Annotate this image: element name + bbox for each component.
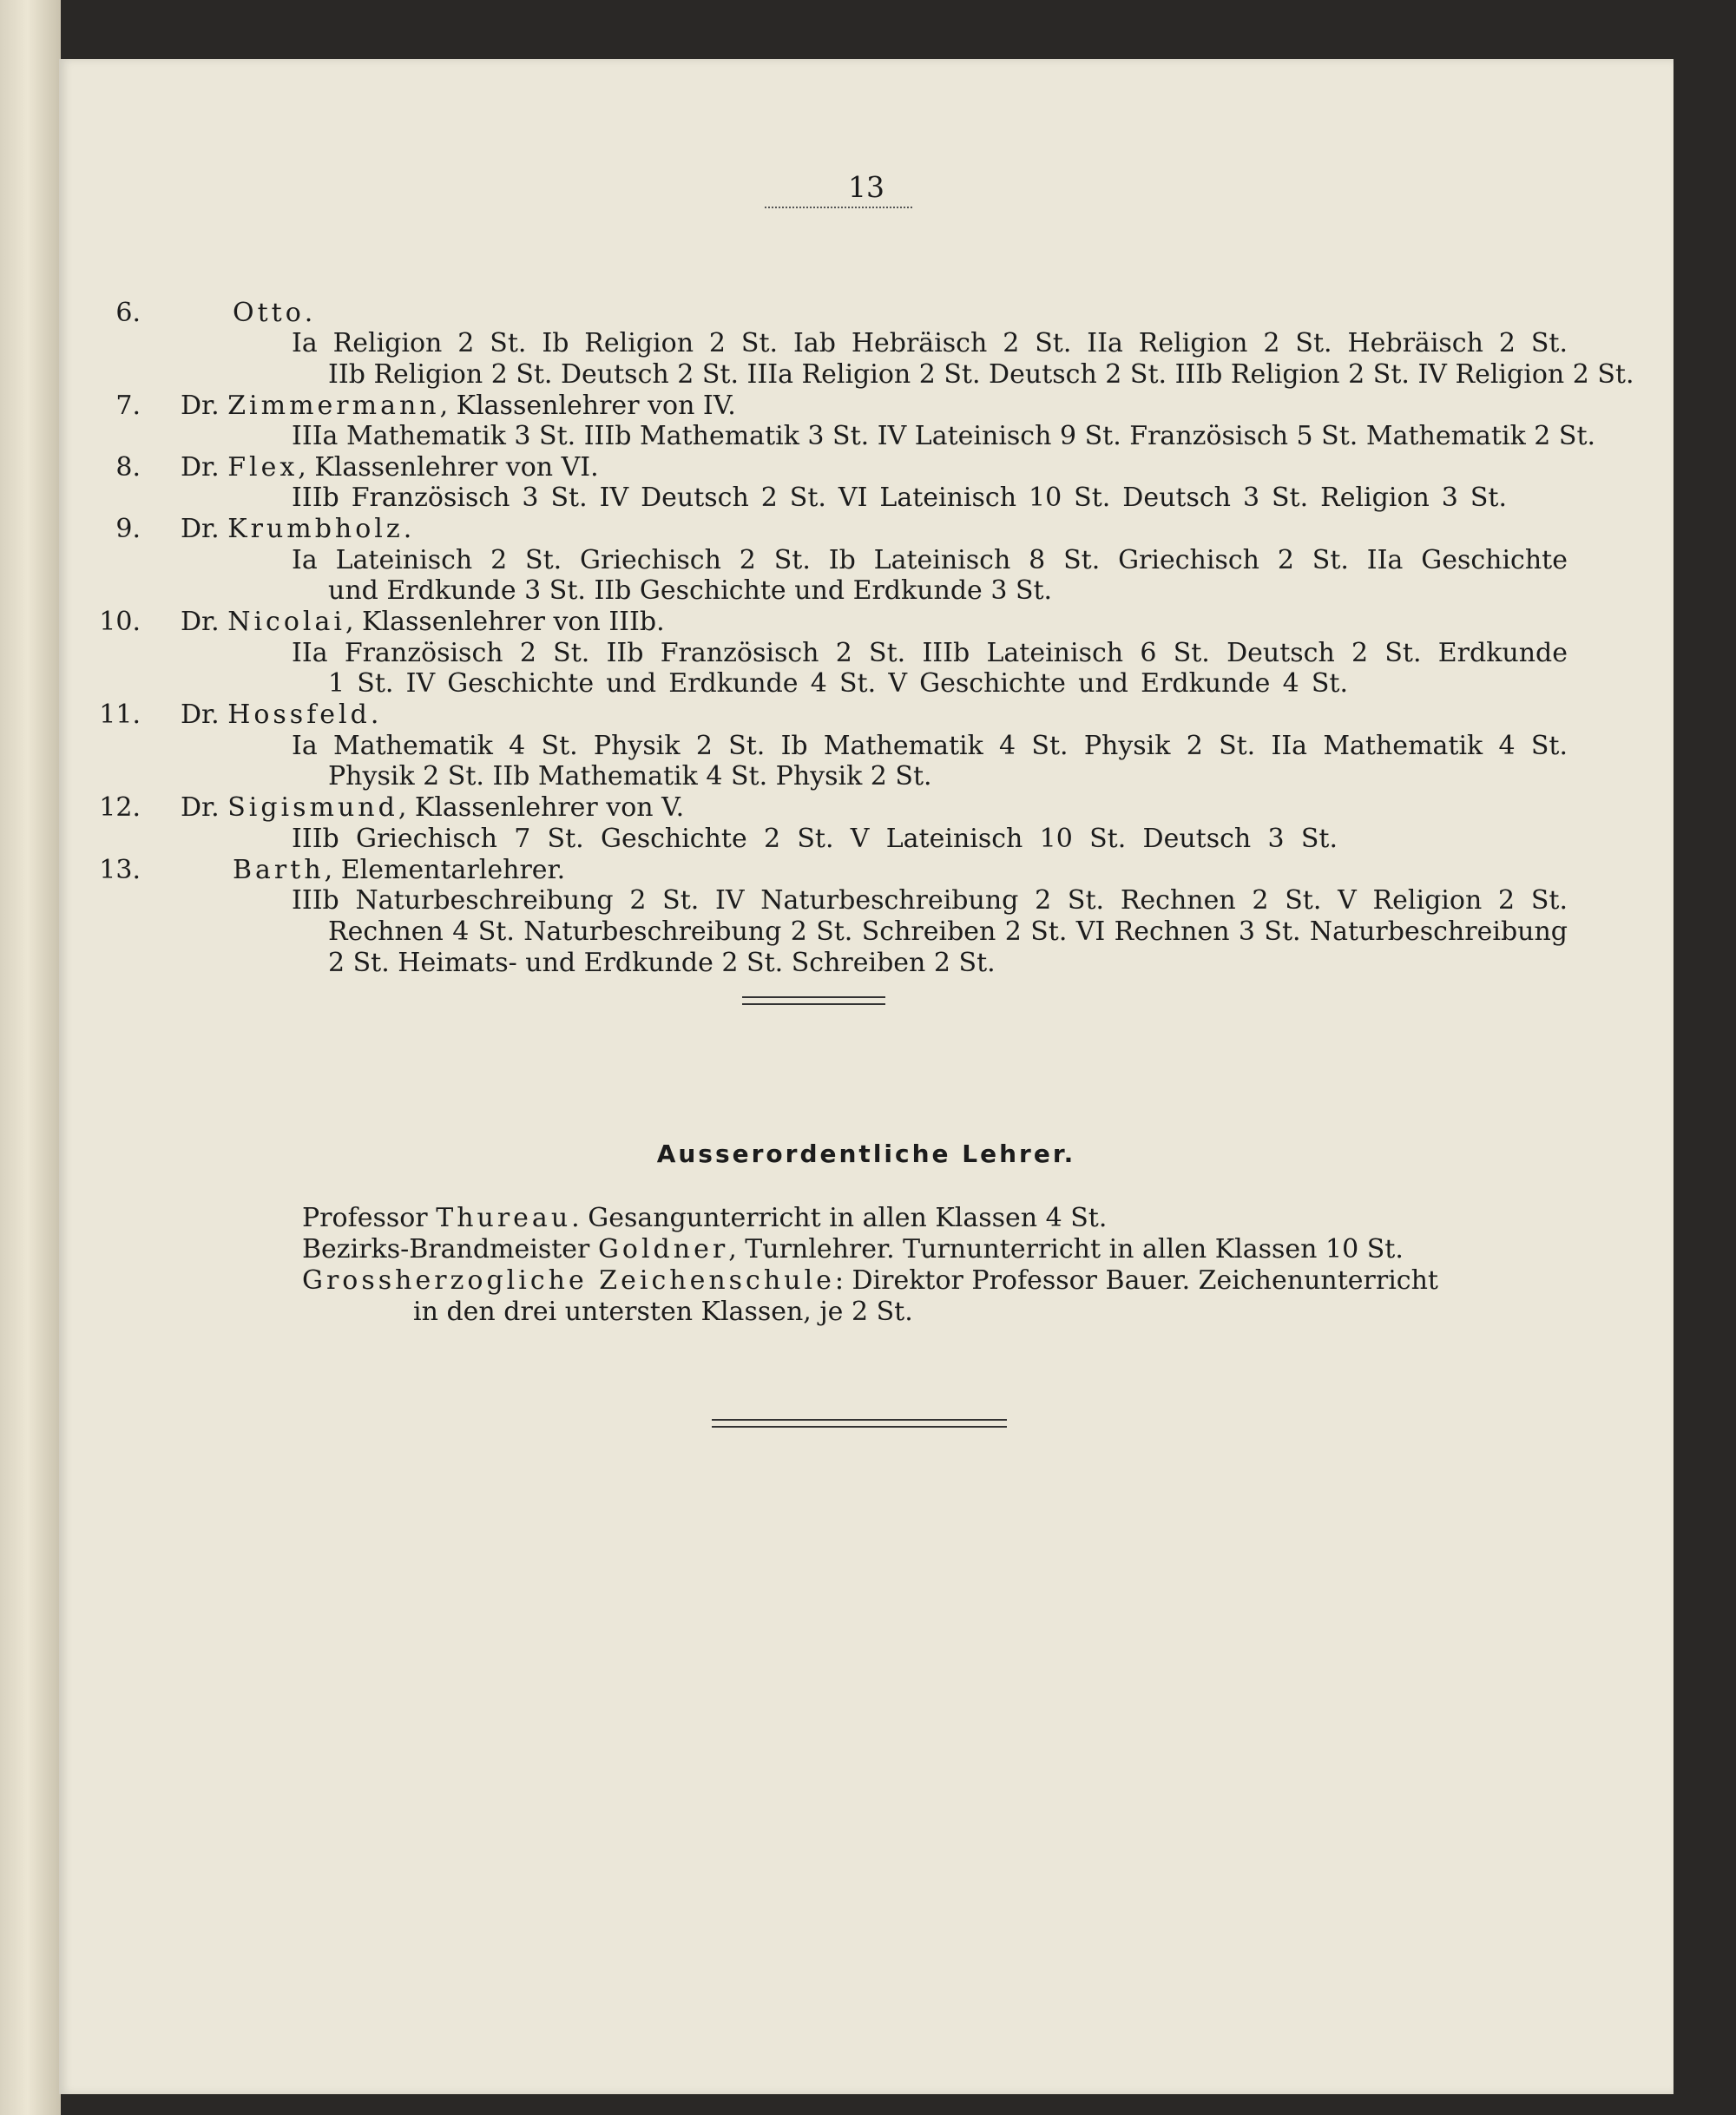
- teacher-name: Hossfeld: [227, 700, 371, 730]
- teacher-role: , Elementarlehrer.: [324, 855, 566, 885]
- entry-line: Rechnen 4 St. Naturbeschreibung 2 St. Schreiben 2 St. VI Rechnen 3 St. Naturbeschreibung: [328, 916, 1568, 947]
- end-divider: [712, 1419, 1007, 1428]
- book-binding: [0, 0, 61, 2115]
- entry-line: Ia Mathematik 4 St. Physik 2 St. Ib Mathematik 4 St. Physik 2 St. IIa Mathematik 4 St.: [292, 731, 1568, 761]
- entry-line: 2 St. Heimats- und Erdkunde 2 St. Schreiben 2 St.: [328, 948, 996, 978]
- teacher-title: Dr.: [181, 607, 220, 637]
- entry-line: IIa Französisch 2 St. IIb Französisch 2 St. IIIb Lateinisch 6 St. Deutsch 2 St. Erdkunde: [292, 638, 1568, 668]
- teacher-role: , Klassenlehrer von VI.: [298, 452, 599, 483]
- entry-line: IIIb Griechisch 7 St. Geschichte 2 St. V Lateinisch 10 St. Deutsch 3 St.: [292, 824, 1338, 854]
- teacher-name: Nicolai: [227, 607, 345, 637]
- entry-number: 11.: [99, 700, 141, 730]
- entry-number: 9.: [115, 514, 141, 544]
- extra-teacher-line: Grossherzogliche Zeichenschule: Direktor Professor Bauer. Zeichenunterricht: [302, 1265, 1438, 1296]
- teacher-role: .: [370, 700, 379, 730]
- section-heading: Ausserordentliche Lehrer.: [656, 1140, 1076, 1168]
- teacher-name: Barth: [233, 855, 325, 885]
- teacher-title: Dr.: [181, 391, 220, 421]
- extra-teacher-line: Professor Thureau. Gesangunterricht in allen Klassen 4 St.: [302, 1203, 1108, 1233]
- entry-line: IIb Religion 2 St. Deutsch 2 St. IIIa Religion 2 St. Deutsch 2 St. IIIb Religion 2 St. IV Religion 2 St.: [328, 359, 1634, 390]
- teacher-role: , Klassenlehrer von IV.: [439, 391, 736, 421]
- teacher-name: Otto: [233, 298, 305, 328]
- teacher-name: Sigismund: [227, 792, 398, 823]
- extra-teacher-line: Bezirks-Brandmeister Goldner, Turnlehrer. Turnunterricht in allen Klassen 10 St.: [302, 1234, 1404, 1264]
- entry-number: 7.: [115, 391, 141, 421]
- entry-line: IIIb Französisch 3 St. IV Deutsch 2 St. VI Lateinisch 10 St. Deutsch 3 St. Religion 3 St.: [292, 483, 1507, 513]
- entry-line: IIIb Naturbeschreibung 2 St. IV Naturbeschreibung 2 St. Rechnen 2 St. V Religion 2 St.: [292, 885, 1568, 916]
- teacher-title: Dr.: [181, 514, 220, 544]
- teacher-role: , Klassenlehrer von V.: [398, 792, 685, 823]
- entry-number: 13.: [99, 855, 141, 885]
- teacher-name: Zimmermann: [227, 391, 440, 421]
- entry-line: Ia Religion 2 St. Ib Religion 2 St. Iab Hebräisch 2 St. IIa Religion 2 St. Hebräisch 2 St.: [292, 328, 1568, 358]
- page-number: 13: [848, 170, 884, 204]
- entry-number: 6.: [115, 298, 141, 328]
- page-number-ornament: [765, 207, 912, 208]
- entry-line: IIIa Mathematik 3 St. IIIb Mathematik 3 St. IV Lateinisch 9 St. Französisch 5 St. Mathematik 2 St.: [292, 421, 1596, 451]
- entry-line: und Erdkunde 3 St. IIb Geschichte und Erdkunde 3 St.: [328, 575, 1053, 606]
- teacher-role: .: [304, 298, 313, 328]
- entry-line: 1 St. IV Geschichte und Erdkunde 4 St. V Geschichte und Erdkunde 4 St.: [328, 668, 1348, 699]
- teacher-title: Dr.: [181, 700, 220, 730]
- teacher-role: , Klassenlehrer von IIIb.: [345, 607, 665, 637]
- entry-number: 10.: [99, 607, 141, 637]
- teacher-title: Dr.: [181, 792, 220, 823]
- teacher-name: Krumbholz: [227, 514, 404, 544]
- entry-line: Ia Lateinisch 2 St. Griechisch 2 St. Ib Lateinisch 8 St. Griechisch 2 St. IIa Geschichte: [292, 545, 1568, 575]
- teacher-title: Dr.: [181, 452, 220, 483]
- entry-line: Physik 2 St. IIb Mathematik 4 St. Physik 2 St.: [328, 761, 932, 791]
- teacher-role: .: [403, 514, 412, 544]
- entry-number: 12.: [99, 792, 141, 823]
- teacher-name: Flex: [227, 452, 299, 483]
- entry-number: 8.: [115, 452, 141, 483]
- extra-teacher-line: in den drei untersten Klassen, je 2 St.: [413, 1297, 913, 1327]
- document-page: [59, 59, 1674, 2094]
- teacher-name: Thureau: [436, 1203, 572, 1233]
- section-divider: [742, 996, 885, 1005]
- teacher-name: Goldner: [597, 1234, 729, 1264]
- teacher-name: Grossherzogliche Zeichenschule: [302, 1265, 835, 1296]
